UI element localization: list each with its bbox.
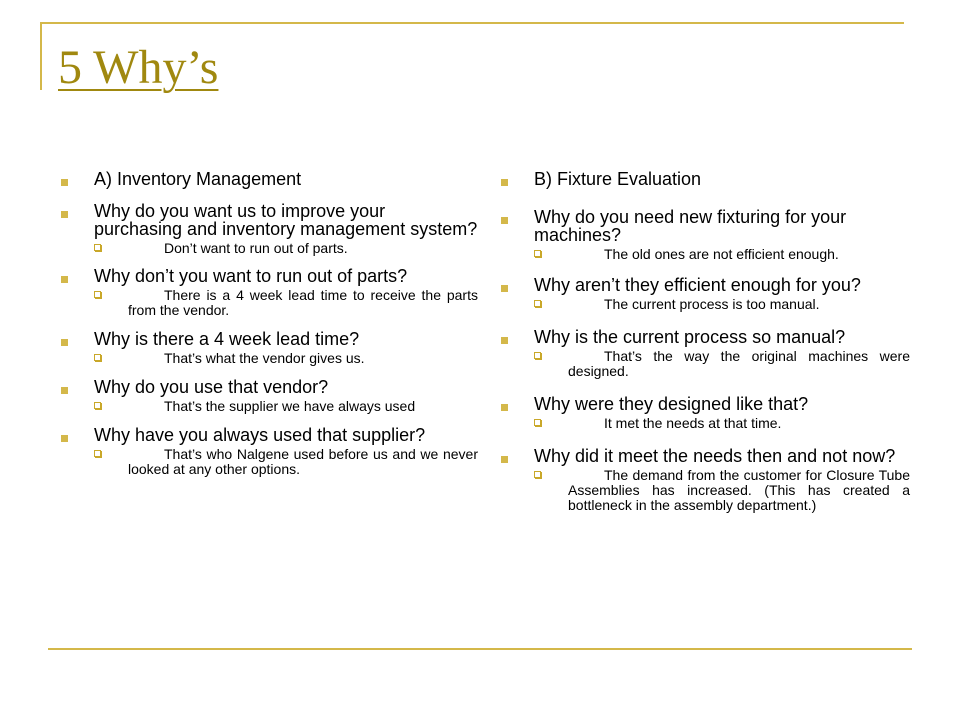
left-column: [58, 170, 478, 487]
answer-item: [94, 241, 478, 256]
answer-text: That’s what the vendor gives us.: [164, 350, 365, 366]
left-column-header: A) Inventory Management: [94, 169, 302, 189]
answer-text: Don’t want to run out of parts.: [164, 240, 348, 256]
question-text: Why were they designed like that?: [534, 394, 809, 414]
hollow-square-bullet-icon: [534, 471, 541, 478]
square-bullet-icon: [501, 337, 508, 344]
list-item: [498, 395, 910, 431]
hollow-square-bullet-icon: [94, 450, 101, 457]
answer-item: [534, 416, 910, 431]
hollow-square-bullet-icon: [534, 250, 541, 257]
list-item: [498, 208, 910, 262]
square-bullet-icon: [501, 285, 508, 292]
answer-item: [94, 447, 478, 477]
answer-item: [534, 247, 910, 262]
square-bullet-icon: [61, 211, 68, 218]
square-bullet-icon: [61, 179, 68, 186]
question-text: Why do you use that vendor?: [94, 377, 329, 397]
answer-item: [94, 288, 478, 318]
question-text: Why have you always used that supplier?: [94, 425, 426, 445]
list-item: [498, 447, 910, 513]
square-bullet-icon: [61, 435, 68, 442]
list-item: [498, 276, 910, 312]
hollow-square-bullet-icon: [94, 291, 101, 298]
list-item: [58, 202, 478, 256]
answer-text: The current process is too manual.: [604, 296, 820, 312]
list-item: [58, 378, 478, 414]
question-text: Why is the current process so manual?: [534, 327, 846, 347]
list-item: [58, 330, 478, 366]
right-column-header-item: [498, 170, 910, 188]
hollow-square-bullet-icon: [534, 419, 541, 426]
answer-item: [94, 351, 478, 366]
square-bullet-icon: [501, 179, 508, 186]
square-bullet-icon: [61, 387, 68, 394]
hollow-square-bullet-icon: [94, 354, 101, 361]
slide-title: 5 Why’s: [58, 41, 219, 94]
question-text: Why aren’t they efficient enough for you?: [534, 275, 861, 295]
question-text: Why is there a 4 week lead time?: [94, 329, 360, 349]
answer-item: [94, 399, 478, 414]
hollow-square-bullet-icon: [534, 352, 541, 359]
answer-text: The old ones are not efficient enough.: [604, 246, 839, 262]
square-bullet-icon: [501, 456, 508, 463]
square-bullet-icon: [61, 339, 68, 346]
bottom-divider-line: [48, 648, 912, 650]
right-column-header: B) Fixture Evaluation: [534, 169, 702, 189]
left-border-line: [40, 22, 42, 90]
answer-text: That’s the supplier we have always used: [164, 398, 416, 414]
answer-item: [534, 468, 910, 513]
answer-text: It met the needs at that time.: [604, 415, 782, 431]
list-item: [498, 328, 910, 379]
square-bullet-icon: [61, 276, 68, 283]
question-text: Why did it meet the needs then and not now?: [534, 446, 896, 466]
list-item: [58, 267, 478, 318]
right-column: [498, 170, 910, 523]
hollow-square-bullet-icon: [94, 402, 101, 409]
answer-item: [534, 349, 910, 379]
answer-item: [534, 297, 910, 312]
list-item: [58, 426, 478, 477]
left-column-header-item: [58, 170, 478, 188]
square-bullet-icon: [501, 217, 508, 224]
top-border-line: [40, 22, 904, 24]
question-text: Why do you want us to improve your purchasing and inventory management system?: [94, 201, 478, 239]
hollow-square-bullet-icon: [94, 244, 101, 251]
answer-text: There is a 4 week lead time to receive the parts from the vendor.: [128, 287, 478, 318]
answer-text: That’s who Nalgene used before us and we never looked at any other options.: [128, 446, 478, 477]
question-text: Why do you need new fixturing for your machines?: [534, 207, 847, 245]
question-text: Why don’t you want to run out of parts?: [94, 266, 408, 286]
answer-text: That’s the way the original machines were designed.: [568, 348, 910, 379]
square-bullet-icon: [501, 404, 508, 411]
answer-text: The demand from the customer for Closure Tube Assemblies has increased. (This has created a bottleneck in the assembly department.): [568, 467, 910, 513]
hollow-square-bullet-icon: [534, 300, 541, 307]
